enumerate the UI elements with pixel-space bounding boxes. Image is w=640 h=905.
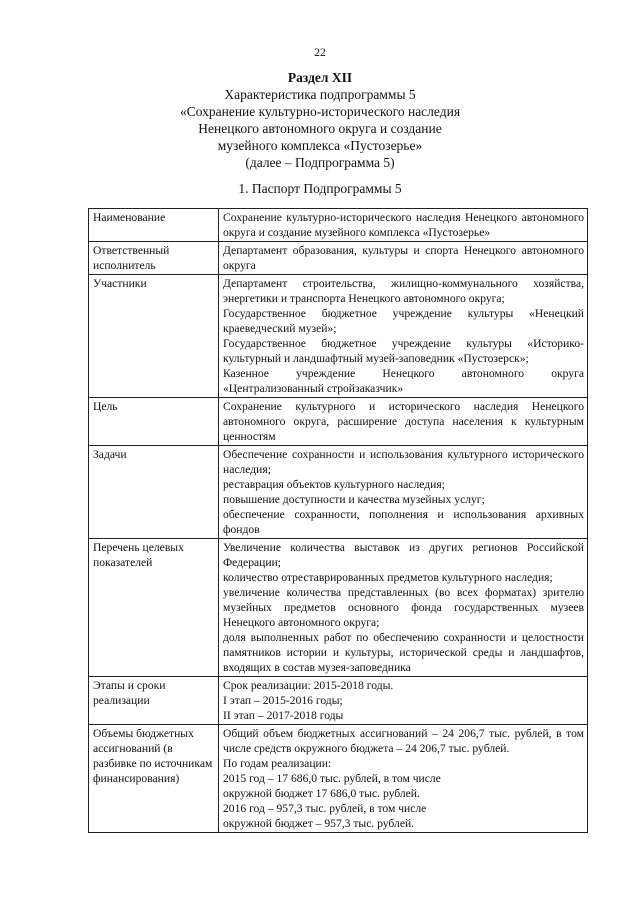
value-line: повышение доступности и качества музейных услуг; <box>223 493 485 506</box>
row-value <box>219 446 588 539</box>
heading-line: музейного комплекса «Пустозерье» <box>217 138 423 153</box>
value-line: Департамент образования, культуры и спорта Ненецкого автономного округа <box>223 244 584 272</box>
row-label: Задачи <box>89 446 219 539</box>
row-value <box>219 539 588 677</box>
row-label: Этапы и сроки реализации <box>89 677 219 725</box>
page-number: 22 <box>314 47 326 59</box>
passport-title: 1. Паспорт Подпрограммы 5 <box>238 181 402 196</box>
table-row-tasks <box>89 446 588 539</box>
value-line: 2015 год – 17 686,0 тыс. рублей, в том числе <box>223 772 441 785</box>
table-row-budget <box>89 725 588 833</box>
row-value <box>219 209 588 242</box>
row-label: Ответственный исполнитель <box>89 242 219 275</box>
row-value <box>219 677 588 725</box>
section-heading <box>60 69 580 171</box>
heading-line: Ненецкого автономного округа и создание <box>198 121 442 136</box>
value-line: I этап – 2015-2016 годы; <box>223 694 343 707</box>
row-value <box>219 275 588 398</box>
heading-line: Характеристика подпрограммы 5 <box>224 87 416 102</box>
value-line: увеличение количества представленных (во всех форматах) зрителю музейных предметов основного фонда государственных музеев Ненецкого автономного округа; <box>223 586 584 629</box>
value-line: обеспечение сохранности, пополнения и использования архивных фондов <box>223 508 584 536</box>
value-line: По годам реализации: <box>223 757 332 770</box>
value-line: Срок реализации: 2015-2018 годы. <box>223 679 394 692</box>
value-line: Увеличение количества выставок из других регионов Российской Федерации; <box>223 541 584 569</box>
value-line: Департамент строительства, жилищно-коммунального хозяйства, энергетики и транспорта Ненецкого автономного округа; <box>223 277 584 305</box>
row-label: Объемы бюджетных ассигнований (в разбивке по источникам финансирования) <box>89 725 219 833</box>
value-line: окружной бюджет – 957,3 тыс. рублей. <box>223 817 415 830</box>
heading-line: «Сохранение культурно-исторического наследия <box>179 104 461 119</box>
value-line: Сохранение культурно-исторического наследия Ненецкого автономного округа и создание музейного комплекса «Пустозерье» <box>223 211 584 239</box>
section-title: Раздел XII <box>287 70 353 85</box>
value-line: Государственное бюджетное учреждение культуры «Историко-культурный и ландшафтный музей-заповедник «Пустозерск»; <box>223 337 584 365</box>
row-value <box>219 398 588 446</box>
value-line: доля выполненных работ по обеспечению сохранности и целостности памятников истории и культуры, исторической среды и ландшафтов, входящих в состав музея-заповедника <box>223 631 584 674</box>
value-line: Сохранение культурного и исторического наследия Ненецкого автономного округа, расширение доступа населения к культурным ценностям <box>223 400 584 443</box>
value-line: II этап – 2017-2018 годы <box>223 709 344 722</box>
row-label: Наименование <box>89 209 219 242</box>
value-line: Казенное учреждение Ненецкого автономного округа «Централизованный стройзаказчик» <box>223 367 584 395</box>
row-value <box>219 725 588 833</box>
row-value <box>219 242 588 275</box>
table-row-responsible <box>89 242 588 275</box>
value-line: реставрация объектов культурного наследия; <box>223 478 445 491</box>
table-row-goal <box>89 398 588 446</box>
row-label: Перечень целевых показателей <box>89 539 219 677</box>
table-row-participants <box>89 275 588 398</box>
table-row-indicators <box>89 539 588 677</box>
value-line: количество отреставрированных предметов культурного наследия; <box>223 571 553 584</box>
value-line: Обеспечение сохранности и использования культурного исторического наследия; <box>223 448 584 476</box>
passport-table <box>88 208 588 833</box>
table-row-stages <box>89 677 588 725</box>
value-line: Государственное бюджетное учреждение культуры «Ненецкий краеведческий музей»; <box>223 307 584 335</box>
heading-line: (далее – Подпрограмма 5) <box>245 155 395 170</box>
value-line: окружной бюджет 17 686,0 тыс. рублей. <box>223 787 420 800</box>
row-label: Цель <box>89 398 219 446</box>
value-line: Общий объем бюджетных ассигнований – 24 206,7 тыс. рублей, в том числе средств окружного бюджета – 24 206,7 тыс. рублей. <box>223 727 584 755</box>
row-label: Участники <box>89 275 219 398</box>
table-row-name <box>89 209 588 242</box>
value-line: 2016 год – 957,3 тыс. рублей, в том числе <box>223 802 427 815</box>
